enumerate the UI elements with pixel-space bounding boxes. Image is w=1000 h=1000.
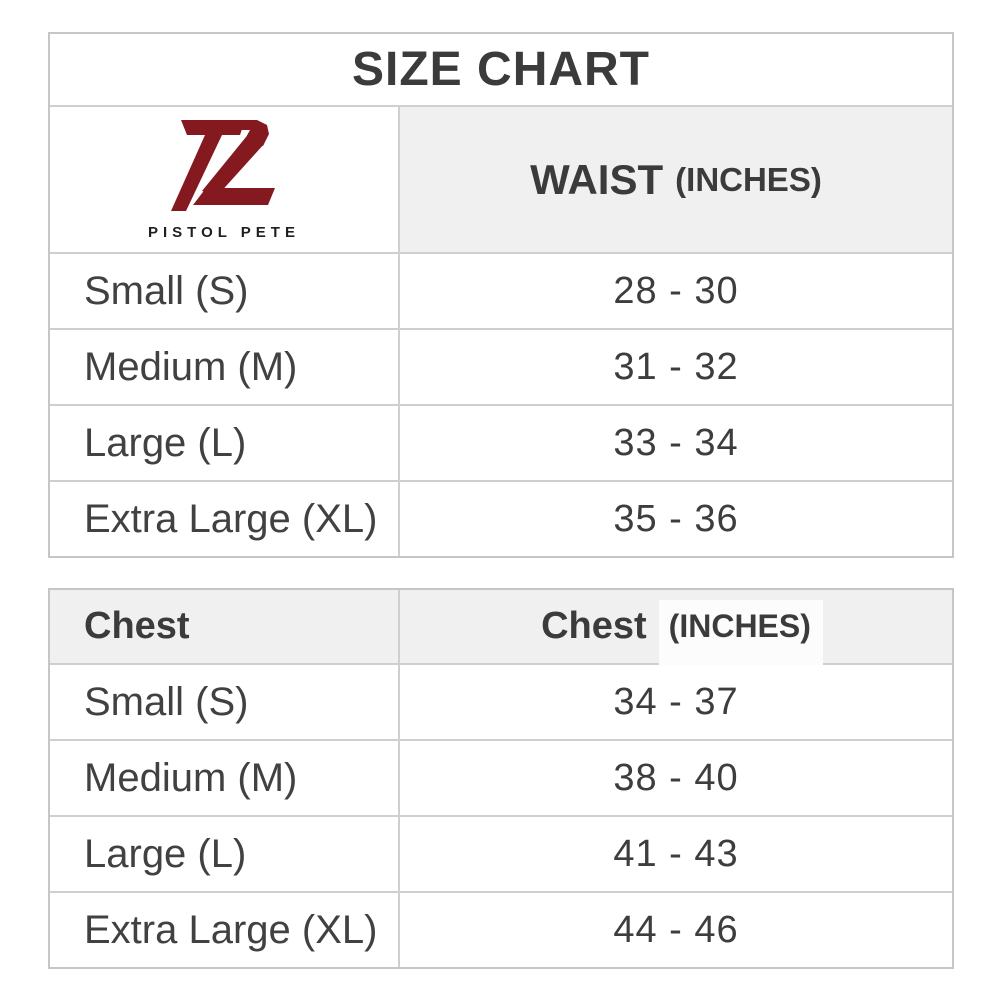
waist-header-unit: (INCHES) [675,160,822,198]
brand-logo-cell [50,107,400,252]
waist-header-row [50,105,952,252]
size-label: Medium (M) [84,755,298,800]
waist-table [48,32,954,558]
size-label: Medium (M) [84,344,298,389]
table-row [50,739,952,815]
table-row [50,328,952,404]
chest-table [48,588,954,969]
size-chart-title-row [50,34,952,105]
chest-row-header: Chest [50,590,400,663]
range-value: 28 - 30 [613,269,739,312]
range-value: 44 - 46 [613,908,739,951]
chest-header-label: Chest [541,605,647,647]
range-value: 34 - 37 [613,680,739,723]
chest-header-row [50,590,952,663]
table-row [50,252,952,328]
table-row [50,404,952,480]
size-label: Extra Large (XL) [84,496,378,541]
range-value: 38 - 40 [613,756,739,799]
chest-header-unit: (INCHES) [659,600,823,665]
size-label: Small (S) [84,268,249,313]
size-label: Small (S) [84,679,249,724]
size-label: Large (L) [84,420,247,465]
table-row [50,891,952,967]
table-row [50,663,952,739]
waist-column-header [400,107,952,252]
brand-wordmark: PISTOL PETE [148,224,300,241]
table-row [50,815,952,891]
size-label: Large (L) [84,831,247,876]
range-value: 41 - 43 [613,832,739,875]
range-value: 33 - 34 [613,421,739,464]
size-label: Extra Large (XL) [84,907,378,952]
size-chart [48,32,954,969]
range-value: 35 - 36 [613,497,739,540]
range-value: 31 - 32 [613,345,739,388]
p2-monogram-icon [171,118,277,213]
table-row [50,480,952,556]
page-title: SIZE CHART [352,43,650,96]
waist-header-label: WAIST [530,155,664,203]
chest-column-header [400,590,952,663]
